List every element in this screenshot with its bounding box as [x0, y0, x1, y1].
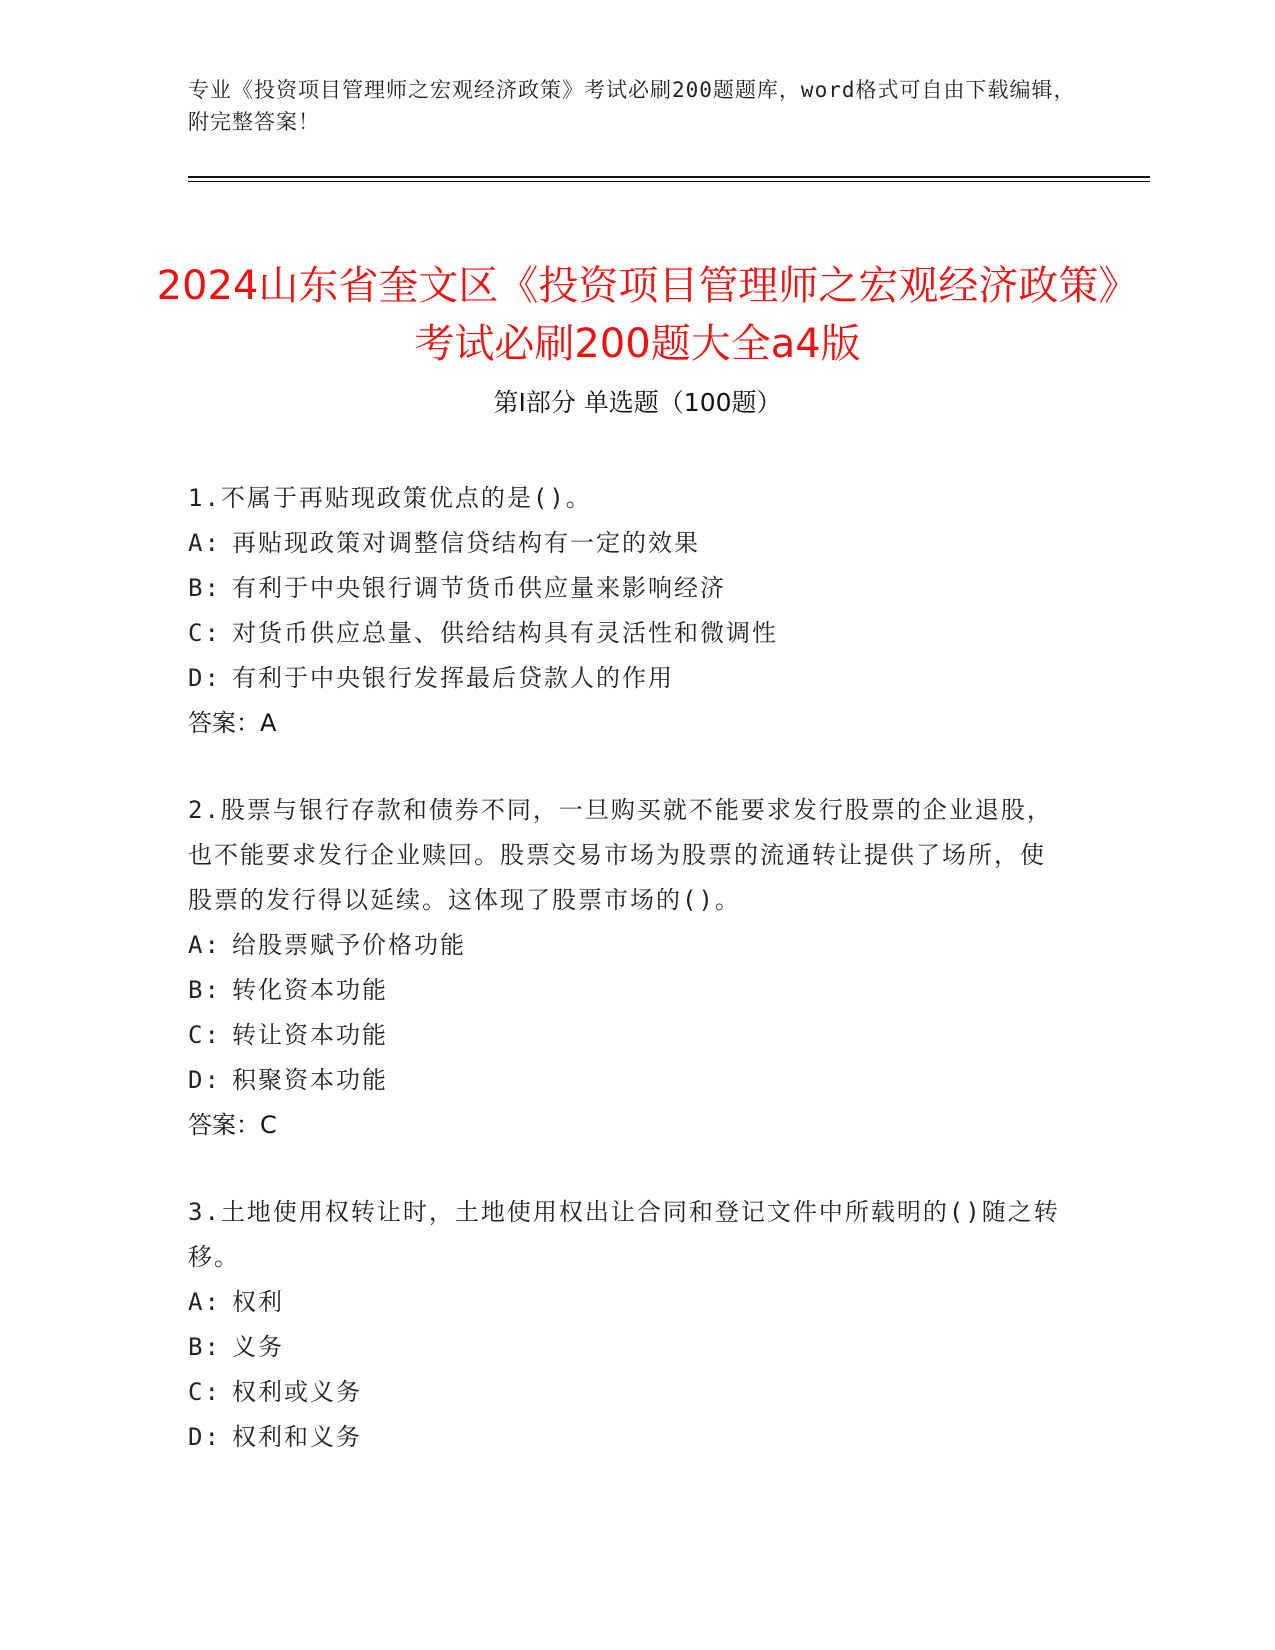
document-title: 2024山东省奎文区《投资项目管理师之宏观经济政策》考试必刷200题大全a4版 [156, 262, 1119, 367]
option-key: B: [188, 1333, 221, 1361]
option-b [188, 566, 1068, 611]
option-c [188, 611, 1068, 656]
option-text: 有利于中央银行调节货币供应量来影响经济 [232, 574, 726, 602]
header-divider-thick [188, 176, 1150, 178]
question-stem: 3.土地使用权转让时，土地使用权出让合同和登记文件中所载明的()随之转移。 [188, 1198, 1060, 1271]
option-text: 权利或义务 [232, 1378, 362, 1406]
option-text: 积聚资本功能 [232, 1066, 388, 1094]
option-d [188, 656, 1068, 701]
header-note: 专业《投资项目管理师之宏观经济政策》考试必刷200题题库，word格式可自由下载编辑，附完整答案！ [188, 78, 1076, 134]
section-title: 第I部分 单选题（100题） [493, 388, 782, 417]
option-a [188, 923, 1068, 968]
option-a [188, 1280, 1068, 1325]
option-key: D: [188, 1423, 221, 1451]
option-key: C: [188, 1021, 221, 1049]
answer: 答案：C [188, 1111, 277, 1139]
option-key: A: [188, 931, 221, 959]
option-key: C: [188, 1378, 221, 1406]
option-text: 义务 [232, 1333, 284, 1361]
question-1 [188, 476, 1068, 746]
option-key: D: [188, 1066, 221, 1094]
option-key: D: [188, 664, 221, 692]
option-text: 转化资本功能 [232, 976, 388, 1004]
option-text: 对货币供应总量、供给结构具有灵活性和微调性 [232, 619, 778, 647]
question-stem: 2.股票与银行存款和债券不同，一旦购买就不能要求发行股票的企业退股，也不能要求发行企业赎回。股票交易市场为股票的流通转让提供了场所，使股票的发行得以延续。这体现了股票市场的()。 [188, 796, 1053, 914]
option-d [188, 1058, 1068, 1103]
option-key: A: [188, 1288, 221, 1316]
question-3 [188, 1190, 1068, 1460]
option-text: 转让资本功能 [232, 1021, 388, 1049]
option-text: 给股票赋予价格功能 [232, 931, 466, 959]
option-b [188, 968, 1068, 1013]
option-text: 有利于中央银行发挥最后贷款人的作用 [232, 664, 674, 692]
option-key: B: [188, 976, 221, 1004]
option-a [188, 521, 1068, 566]
option-c [188, 1013, 1068, 1058]
header-divider-thin [188, 181, 1150, 182]
question-2 [188, 788, 1068, 1148]
option-b [188, 1325, 1068, 1370]
question-stem: 1.不属于再贴现政策优点的是()。 [188, 484, 592, 512]
option-text: 权利和义务 [232, 1423, 362, 1451]
option-c [188, 1370, 1068, 1415]
option-d [188, 1415, 1068, 1460]
question-list [188, 476, 1068, 1502]
answer: 答案：A [188, 709, 277, 737]
option-key: C: [188, 619, 221, 647]
option-key: B: [188, 574, 221, 602]
option-key: A: [188, 529, 221, 557]
option-text: 再贴现政策对调整信贷结构有一定的效果 [232, 529, 700, 557]
option-text: 权利 [232, 1288, 284, 1316]
